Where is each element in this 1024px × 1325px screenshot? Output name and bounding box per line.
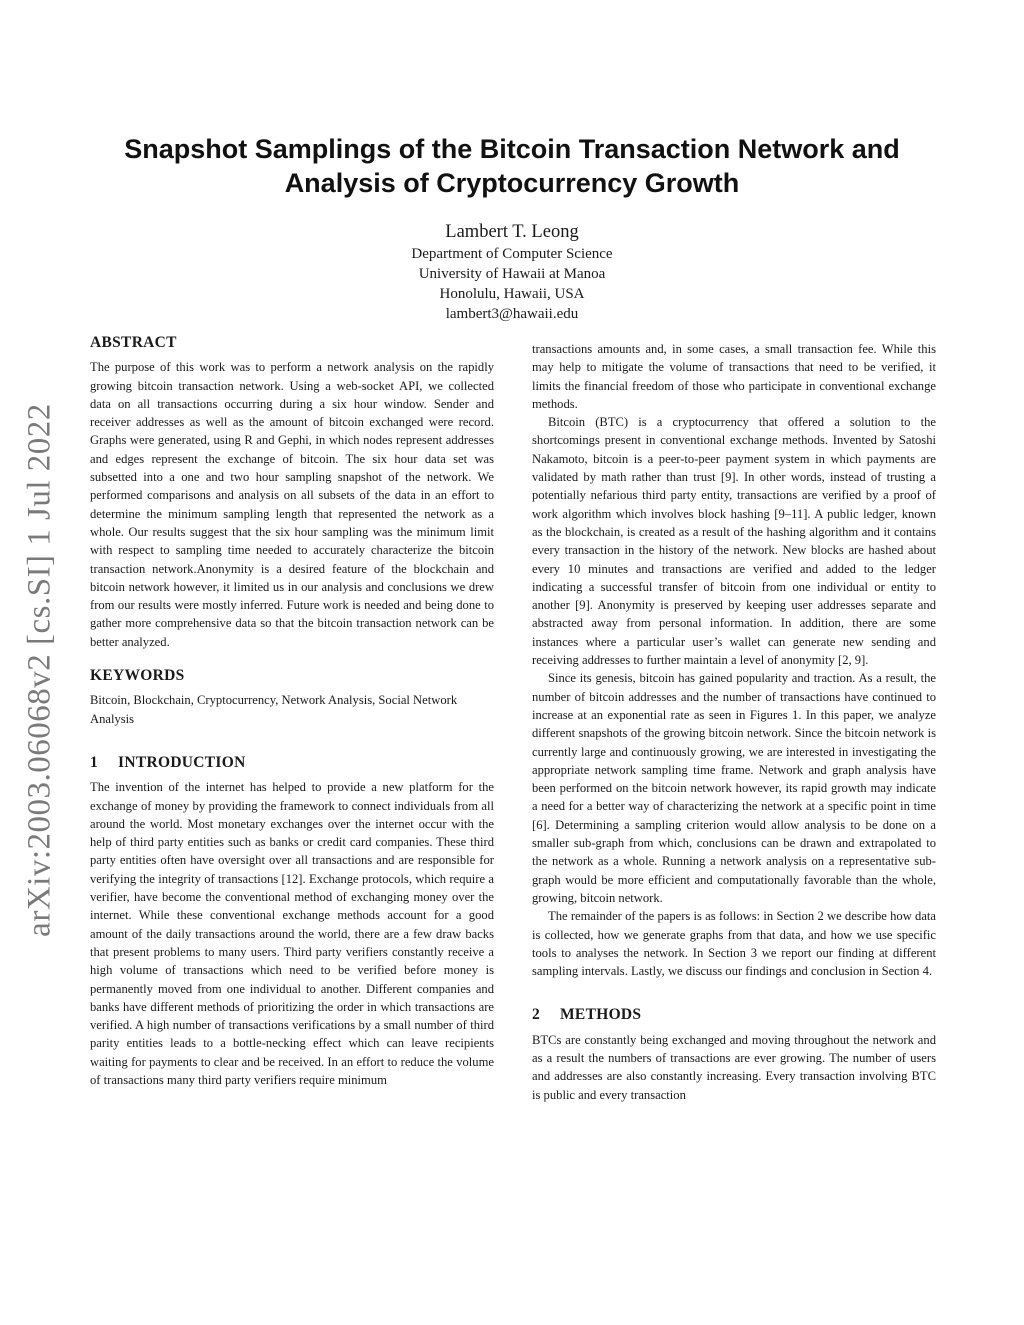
author-name: Lambert T. Leong [445,222,579,242]
methods-title: METHODS [560,1006,642,1024]
author-email: lambert3@hawaii.edu [445,306,579,322]
affiliation-university: University of Hawaii at Manoa [418,266,606,282]
keywords-heading: KEYWORDS [90,667,185,685]
introduction-heading [90,754,494,772]
introduction-paragraph-1-continued: transactions amounts and, in some cases, a small transaction fee. While this may help to mitigate the volume of transactions that need to be verified, it limits the financial freedom of those who participate in conventional exchange methods. [532,342,936,411]
introduction-paragraph-2: Bitcoin (BTC) is a cryptocurrency that offered a solution to the shortcomings present in conventional exchange methods. Invented by Satoshi Nakamoto, bitcoin is a peer-to-peer payment system in which payments are validated by math rather than trust [9]. In other words, instead of trusting a potentially nefarious third party entity, transactions are verified by a proof of work algorithm which involves block hashing [9–11]. A public ledger, known as the blockchain, is created as a result of the hashing algorithm and it contains every transaction in the history of the network. New blocks are hashed about every 10 minutes and transactions are verified and added to the ledger indicating a successful transfer of bitcoin from one individual or entity to another [9]. Anonymity is preserved by keeping user addresses separate and abstracted away from personal information. In addition, there are some instances where a particular user’s wallet can generate new sending and receiving addresses to further maintain a level of anonymity [2, 9]. [532,415,936,668]
paper-title [90,132,934,200]
introduction-paragraph-3: Since its genesis, bitcoin has gained popularity and traction. As a result, the number of bitcoin addresses and the number of transactions have continued to increase at an exponential rate as seen in Figures 1. In this paper, we analyze different snapshots of the growing bitcoin network. Since the bitcoin network is currently large and continuously growing, we are interested in investigating the appropriate network sampling time frame. Network and graph analysis have been performed on the bitcoin network however, its rapid growth may indicate a need for a better way of characterizing the network at a specific point in time [6]. Determining a sampling criterion would allow analysis to be done on a smaller sub-graph from which, conclusions can be drawn and extrapolated to the network as a whole. Running a network analysis on a representative sub-graph would be more efficient and computationally favorable than the whole, growing, bitcoin network. [532,671,936,905]
affiliation-location: Honolulu, Hawaii, USA [439,286,585,302]
right-column [532,340,936,1104]
introduction-title: INTRODUCTION [118,753,246,771]
title-line-2: Analysis of Cryptocurrency Growth [284,168,740,198]
author-block [90,220,934,324]
abstract-heading: ABSTRACT [90,334,177,351]
left-column [90,334,494,1089]
arxiv-sidebar-stamp [16,380,64,960]
keywords-text: Bitcoin, Blockchain, Cryptocurrency, Network Analysis, Social Network Analysis [90,693,458,726]
methods-paragraph-1: BTCs are constantly being exchanged and moving throughout the network and as a result the numbers of transactions are ever growing. The number of users and addresses are also constantly increasing. Every transaction involving BTC is public and every transaction [532,1032,936,1102]
methods-number: 2 [532,1006,541,1024]
introduction-paragraph-1: The invention of the internet has helped to provide a new platform for the exchange of money by providing the framework to connect individuals from all around the world. Most monetary exchanges over the internet occur with the help of third party entities such as banks or credit card companies. These third party entities often have oversight over all transactions and are responsible for verifying the integrity of transactions [12]. Exchange protocols, which require a verifier, have become the conventional method of exchanging money over the internet. While these conventional exchange methods account for a good amount of the daily transactions around the world, there are a few draw backs that present problems to many users. Third party verifiers constantly receive a high volume of transactions which need to be verified before money is permanently moved from one individual to another. Different companies and banks have different methods of prioritizing the order in which transactions are verified. A high number of transactions verifications by a small number of third parity entities leads to a bottle-necking effect which can leave recipients waiting for payments to clear and be received. In an effort to reduce the volume of transactions many third party verifiers require minimum [90,780,494,1087]
abstract-text: The purpose of this work was to perform a network analysis on the rapidly growing bitcoin transaction network. Using a web-socket API, we collected data on all transactions occurring during a six hour window. Sender and receiver addresses as well as the amount of bitcoin exchanged were record. Graphs were generated, using R and Gephi, in which nodes represent addresses and edges represent the exchange of bitcoin. The six hour data set was subsetted into a one and two hour sampling snapshot of the network. We performed comparisons and analysis on all subsets of the data in an effort to determine the minimum sampling length that represented the network as a whole. Our results suggest that the six hour sampling was the minimum limit with respect to sampling time needed to accurately characterize the bitcoin transaction network.Anonymity is a desired feature of the blockchain and bitcoin network however, it limited us in our analysis and conclusions we drew from our results were mostly inferred. Future work is needed and being done to gather more comprehensive data so that the bitcoin transaction network can be better analyzed. [90,360,494,649]
methods-heading [532,1006,936,1024]
affiliation-department: Department of Computer Science [411,246,613,262]
introduction-paragraph-4: The remainder of the papers is as follows: in Section 2 we describe how data is collected, how we generate graphs from that data, and how we use specific tools to analyses the network. In Section 3 we report our finding at different sampling intervals. Lastly, we discuss our findings and conclusion in Section 4. [532,909,936,979]
introduction-number: 1 [90,753,99,771]
arxiv-identifier: arXiv:2003.06068v2 [cs.SI] 1 Jul 2022 [21,403,58,937]
title-line-1: Snapshot Samplings of the Bitcoin Transaction Network and [124,134,900,164]
